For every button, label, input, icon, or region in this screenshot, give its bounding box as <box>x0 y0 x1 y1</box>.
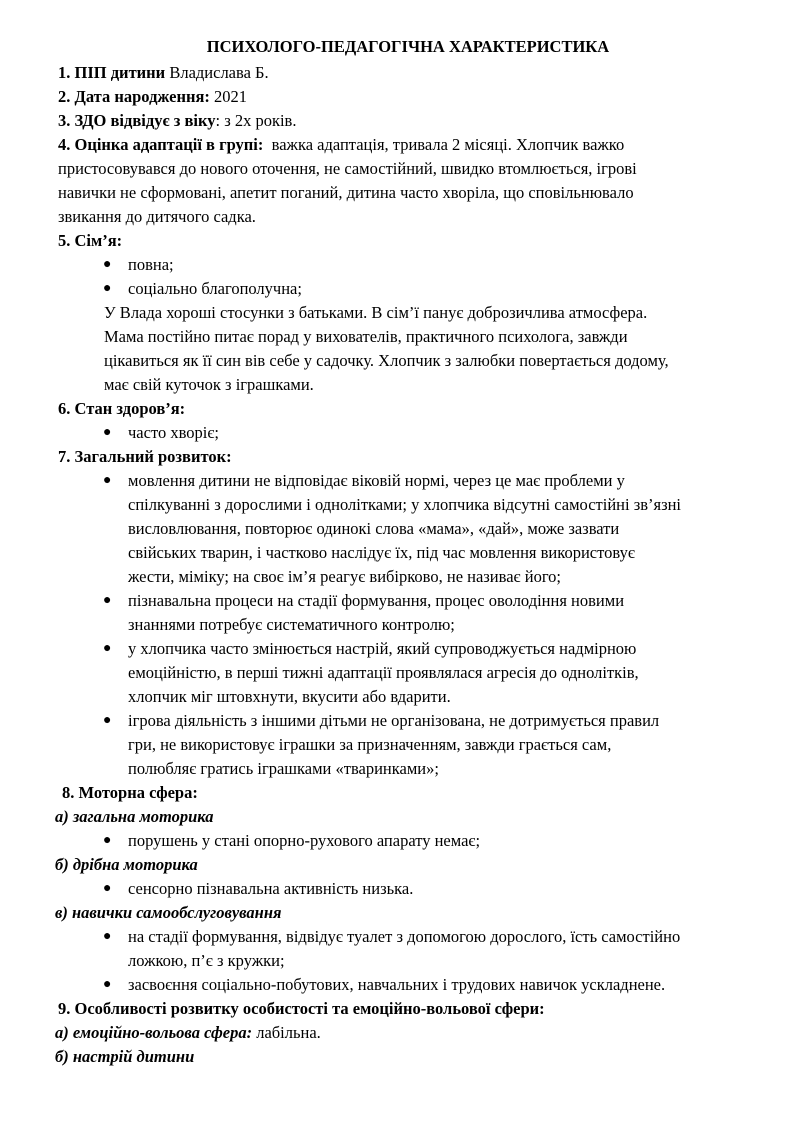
bullet-icon: ● <box>103 425 112 440</box>
bullet-icon: ● <box>103 641 112 656</box>
adaptation-line-1: важка адаптація, тривала 2 місяці. Хлопчик важко <box>263 135 625 154</box>
emotional-sphere-label: а) емоційно-вольова сфера: <box>55 1023 253 1042</box>
family-bullet-2: ● соціально благополучна; <box>58 277 758 301</box>
section-birthdate <box>58 85 758 109</box>
family-label: 5. Сім’я: <box>58 231 123 250</box>
section-health <box>58 397 758 445</box>
bullet-icon: ● <box>103 881 112 896</box>
bullet-icon: ● <box>103 281 112 296</box>
development-bullet-play: ● ігрова діяльність з іншими дітьми не організована, не дотримується правил гри, не використовує іграшки за призначенням, завжди грається сам, полюбляє гратись іграшками «тваринками»; <box>103 711 660 778</box>
name-value: Владислава Б. <box>165 63 269 82</box>
family-paragraph-line-4: має свій куточок з іграшками. <box>104 375 314 394</box>
section-general-development <box>58 445 758 781</box>
adaptation-line-3: навички не сформовані, апетит поганий, дитина часто хворіла, що сповільнювало <box>58 183 634 202</box>
section-motor <box>55 781 758 997</box>
bullet-icon: ● <box>103 713 112 728</box>
bullet-icon: ● <box>103 929 112 944</box>
bullet-icon: ● <box>103 257 112 272</box>
bullet-icon: ● <box>103 473 112 488</box>
document-title: ПСИХОЛОГО-ПЕДАГОГІЧНА ХАРАКТЕРИСТИКА <box>206 37 610 56</box>
self-care-label: в) навички самообслуговування <box>55 903 282 922</box>
self-care-bullet-1: ● на стадії формування, відвідує туалет з допомогою дорослого, їсть самостійно ложкою, п’є з кружки; <box>103 927 681 970</box>
name-label: 1. ПІП дитини <box>58 63 166 82</box>
section-name <box>58 61 758 85</box>
kindergarten-age-value: : з 2х років. <box>215 111 297 130</box>
family-paragraph-line-1: У Влада хороші стосунки з батьками. В сім’ї панує доброзичлива атмосфера. <box>104 303 648 322</box>
health-label: 6. Стан здоров’я: <box>58 399 186 418</box>
section-adaptation <box>58 133 758 229</box>
family-bullet-1: ● повна; <box>58 253 758 277</box>
development-bullet-cognitive: ● пізнавальна процеси на стадії формування, процес оволодіння новими знаннями потребує систематичного контролю; <box>103 591 625 634</box>
adaptation-label: 4. Оцінка адаптації в групі: <box>58 135 264 154</box>
birthdate-label: 2. Дата народження: <box>58 87 210 106</box>
emotional-sphere-value: лабільна. <box>252 1023 321 1042</box>
personality-label: 9. Особливості розвитку особистості та емоційно-вольової сфери: <box>58 999 545 1018</box>
section-kindergarten-age <box>58 109 758 133</box>
bullet-icon: ● <box>103 593 112 608</box>
family-paragraph-line-2: Мама постійно питає порад у вихователів, практичного психолога, завжди <box>104 327 628 346</box>
adaptation-line-2: пристосовувався до нового оточення, не самостійний, швидко втомлюється, ігрові <box>58 159 637 178</box>
health-bullet-1: ● часто хворіє; <box>58 421 758 445</box>
family-paragraph-line-3: цікавиться як її син вів себе у садочку. Хлопчик з залюбки повертається додому, <box>104 351 669 370</box>
section-personality <box>55 997 758 1069</box>
kindergarten-age-label: 3. ЗДО відвідує з віку <box>58 111 216 130</box>
motor-general-bullet: ● порушень у стані опорно-рухового апарату немає; <box>58 829 758 853</box>
bullet-icon: ● <box>103 977 112 992</box>
motor-fine-label: б) дрібна моторика <box>55 855 198 874</box>
motor-fine-bullet: ● сенсорно пізнавальна активність низька. <box>58 877 758 901</box>
motor-general-label: а) загальна моторика <box>55 807 214 826</box>
birthdate-value: 2021 <box>209 87 248 106</box>
child-mood-label: б) настрій дитини <box>55 1047 195 1066</box>
motor-label: 8. Моторна сфера: <box>62 783 198 802</box>
development-bullet-speech: ● мовлення дитини не відповідає віковій нормі, через це має проблеми у спілкуванні з дорослими і однолітками; у хлопчика відсутні самостійні зв’язні висловлювання, повторює одинокі слова «мама», «дай», може зазвати свійських тварин, і частково наслідує їх, під час мовлення використовує жести, міміку; на своє ім’я реагує вибірково, не називає його; <box>103 471 682 586</box>
bullet-icon: ● <box>103 833 112 848</box>
section-family <box>58 229 758 397</box>
development-bullet-mood: ● у хлопчика часто змінюється настрій, який супроводжується надмірною емоційністю, в перші тижні адаптації проявлялася агресія до однолітків, хлопчик міг штовхнути, вкусити або вдарити. <box>103 639 639 706</box>
general-development-label: 7. Загальний розвиток: <box>58 447 232 466</box>
adaptation-line-4: звикання до дитячого садка. <box>58 207 256 226</box>
self-care-bullet-2: ● засвоєння соціально-побутових, навчальних і трудових навичок ускладнене. <box>58 973 758 997</box>
